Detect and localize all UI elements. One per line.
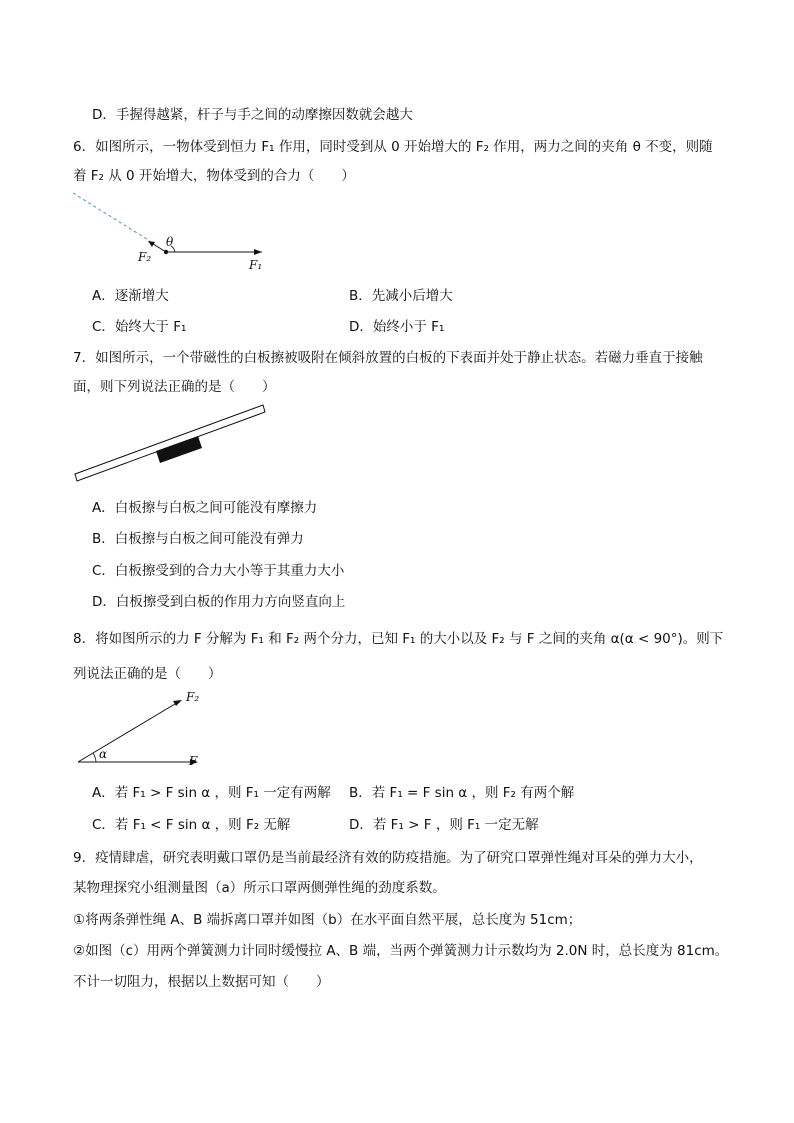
- q8-stem-line1: 8．将如图所示的力 F 分解为 F₁ 和 F₂ 两个分力，已知 F₁ 的大小以及 F₂ 与 F 之间的夹角 α(α < 90°)。则下: [73, 631, 724, 647]
- q7-option-b: B．白板擦与白板之间可能没有弹力: [92, 531, 304, 547]
- q9-stem-line1: 9．疫情肆虐，研究表明戴口罩仍是当前最经济有效的防疫措施。为了研究口罩弹性绳对耳朵的弹力大小，: [73, 850, 703, 866]
- q8-label-f: F: [189, 754, 198, 768]
- q6-label-theta: θ: [166, 235, 174, 249]
- q8-angle-arc: [93, 753, 96, 762]
- q6-option-d: D．始终小于 F₁: [349, 319, 445, 335]
- q9-step2: ②如图（c）用两个弹簧测力计同时缓慢拉 A、B 端，当两个弹簧测力计示数均为 2.0N 时，总长度为 81cm。: [73, 943, 729, 959]
- q6-dashed-line: [73, 193, 150, 241]
- q6-object-dot: [164, 250, 168, 254]
- q7-board-figure: [75, 405, 265, 481]
- q9-stem-line2: 某物理探究小组测量图（a）所示口罩两侧弹性绳的劲度系数。: [73, 880, 446, 896]
- q7-option-d: D．白板擦受到白板的作用力方向竖直向上: [92, 594, 346, 610]
- q8-stem-line2: 列说法正确的是（ ）: [73, 666, 222, 682]
- q9-step1: ①将两条弹性绳 A、B 端拆离口罩并如图（b）在水平面自然平展，总长度为 51cm；: [73, 912, 582, 928]
- q8-force-figure: [78, 700, 198, 765]
- q8-option-d: D．若 F₁ > F ，则 F₁ 一定无解: [349, 817, 539, 833]
- q8-label-f2: F₂: [186, 690, 200, 704]
- q7-option-c: C．白板擦受到的合力大小等于其重力大小: [92, 563, 345, 579]
- q8-option-c: C．若 F₁ < F sin α ，则 F₂ 无解: [92, 817, 291, 833]
- q6-stem-line2: 着 F₂ 从 0 开始增大，物体受到的合力（ ）: [73, 168, 355, 184]
- q6-stem-line1: 6．如图所示，一物体受到恒力 F₁ 作用，同时受到从 0 开始增大的 F₂ 作用，两力之间的夹角 θ 不变，则随: [73, 139, 713, 155]
- q6-label-f1: F₁: [249, 258, 263, 272]
- q7-stem-line2: 面，则下列说法正确的是（ ）: [73, 379, 276, 395]
- q8-option-a: A．若 F₁ > F sin α ，则 F₁ 一定有两解: [92, 785, 331, 801]
- q8-option-b: B．若 F₁ = F sin α ，则 F₂ 有两个解: [349, 785, 575, 801]
- q6-label-f2: F₂: [138, 250, 152, 264]
- q8-label-alpha: α: [99, 747, 108, 761]
- whiteboard: [75, 405, 265, 481]
- q7-option-a: A．白板擦与白板之间可能没有摩擦力: [92, 500, 318, 516]
- q6-option-a: A．逐渐增大: [92, 288, 169, 304]
- q5-option-d: D．手握得越紧，杆子与手之间的动摩擦因数就会越大: [92, 107, 413, 123]
- q7-stem-line1: 7．如图所示，一个带磁性的白板擦被吸附在倾斜放置的白板的下表面并处于静止状态。若磁力垂直于接触: [73, 350, 703, 366]
- q9-stem-line5: 不计一切阻力，根据以上数据可知（ ）: [73, 974, 330, 990]
- q6-option-c: C．始终大于 F₁: [92, 319, 187, 335]
- q8-f2-arrowhead: [173, 700, 182, 706]
- q6-option-b: B．先减小后增大: [349, 288, 453, 304]
- q6-f1-arrowhead: [254, 249, 262, 255]
